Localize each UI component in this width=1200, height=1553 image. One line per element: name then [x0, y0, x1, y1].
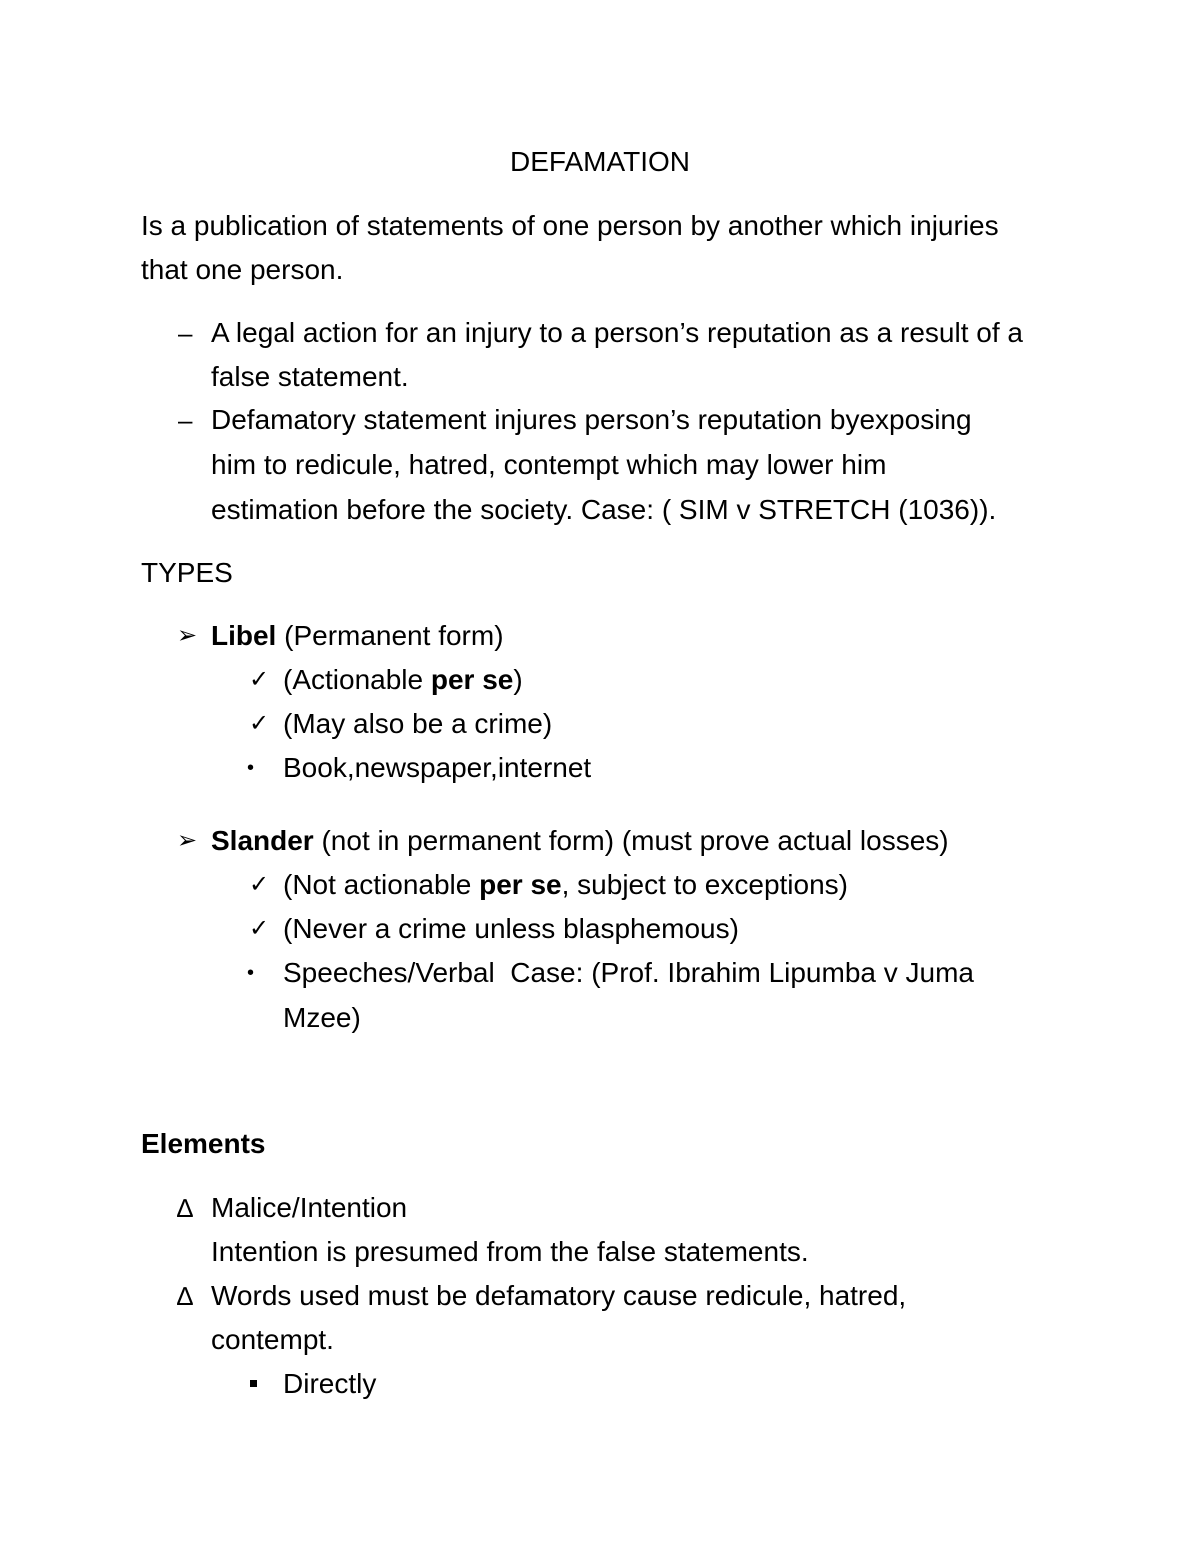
delta-icon: ∆: [177, 1281, 193, 1311]
slander-bullet-line-2: Mzee): [283, 1002, 361, 1033]
elements-heading: Elements: [141, 1128, 266, 1159]
dash-item-2-line-2: him to redicule, hatred, contempt which may lower him: [211, 449, 887, 480]
slander-bullet-line-1: Speeches/Verbal Case: (Prof. Ibrahim Lipumba v Juma: [283, 957, 975, 988]
intro-line-1: Is a publication of statements of one person by another which injuries: [141, 210, 999, 241]
dash-item-2-line-3: estimation before the society. Case: ( SIM v STRETCH (1036)).: [211, 494, 997, 525]
checkmark-icon: ✓: [249, 710, 270, 737]
dash-marker: –: [178, 318, 193, 348]
sub-item-directly: Directly: [283, 1368, 377, 1399]
slander-term: Slander: [211, 825, 314, 856]
arrow-bullet-icon: ➢: [177, 827, 198, 854]
dash-item-1-line-2: false statement.: [211, 361, 409, 392]
slander-item: [211, 819, 949, 863]
element-1-line-1: Malice/Intention: [211, 1192, 408, 1223]
intro-line-2: that one person.: [141, 254, 344, 285]
slander-check-1-bold: per se: [479, 869, 562, 900]
checkmark-icon: ✓: [249, 871, 270, 898]
checkmark-icon: ✓: [249, 915, 270, 942]
slander-check-1-post: , subject to exceptions): [561, 869, 848, 900]
libel-check-1-bold: per se: [430, 664, 514, 695]
slander-check-1-pre: (Not actionable: [283, 869, 480, 900]
libel-check-1-post: ): [513, 664, 523, 695]
dash-item-1-line-1: A legal action for an injury to a person’s reputation as a result of a: [211, 317, 1023, 348]
document-title: DEFAMATION: [510, 146, 690, 177]
square-bullet-icon: [250, 1380, 257, 1387]
dash-marker: –: [178, 405, 193, 435]
element-2-line-2: contempt.: [211, 1324, 334, 1355]
arrow-bullet-icon: ➢: [177, 622, 198, 649]
libel-description: (Permanent form): [276, 620, 504, 651]
element-2-line-1: Words used must be defamatory cause redicule, hatred,: [211, 1280, 907, 1311]
libel-check-2: (May also be a crime): [283, 708, 553, 739]
slander-check-1: [283, 863, 848, 907]
bullet-icon: •: [247, 757, 255, 779]
slander-description: (not in permanent form) (must prove actual losses): [313, 825, 949, 856]
libel-bullet: Book,newspaper,internet: [283, 752, 592, 783]
libel-check-1-pre: (Actionable: [283, 664, 431, 695]
types-heading: TYPES: [141, 557, 233, 588]
element-1-line-2: Intention is presumed from the false statements.: [211, 1236, 809, 1267]
delta-icon: ∆: [177, 1193, 193, 1223]
libel-item: [211, 614, 504, 658]
libel-check-1: [283, 658, 523, 702]
checkmark-icon: ✓: [249, 666, 270, 693]
bullet-icon: •: [247, 962, 255, 984]
dash-item-2-line-1: Defamatory statement injures person’s reputation byexposing: [211, 404, 972, 435]
libel-term: Libel: [211, 620, 277, 651]
slander-check-2: (Never a crime unless blasphemous): [283, 913, 739, 944]
